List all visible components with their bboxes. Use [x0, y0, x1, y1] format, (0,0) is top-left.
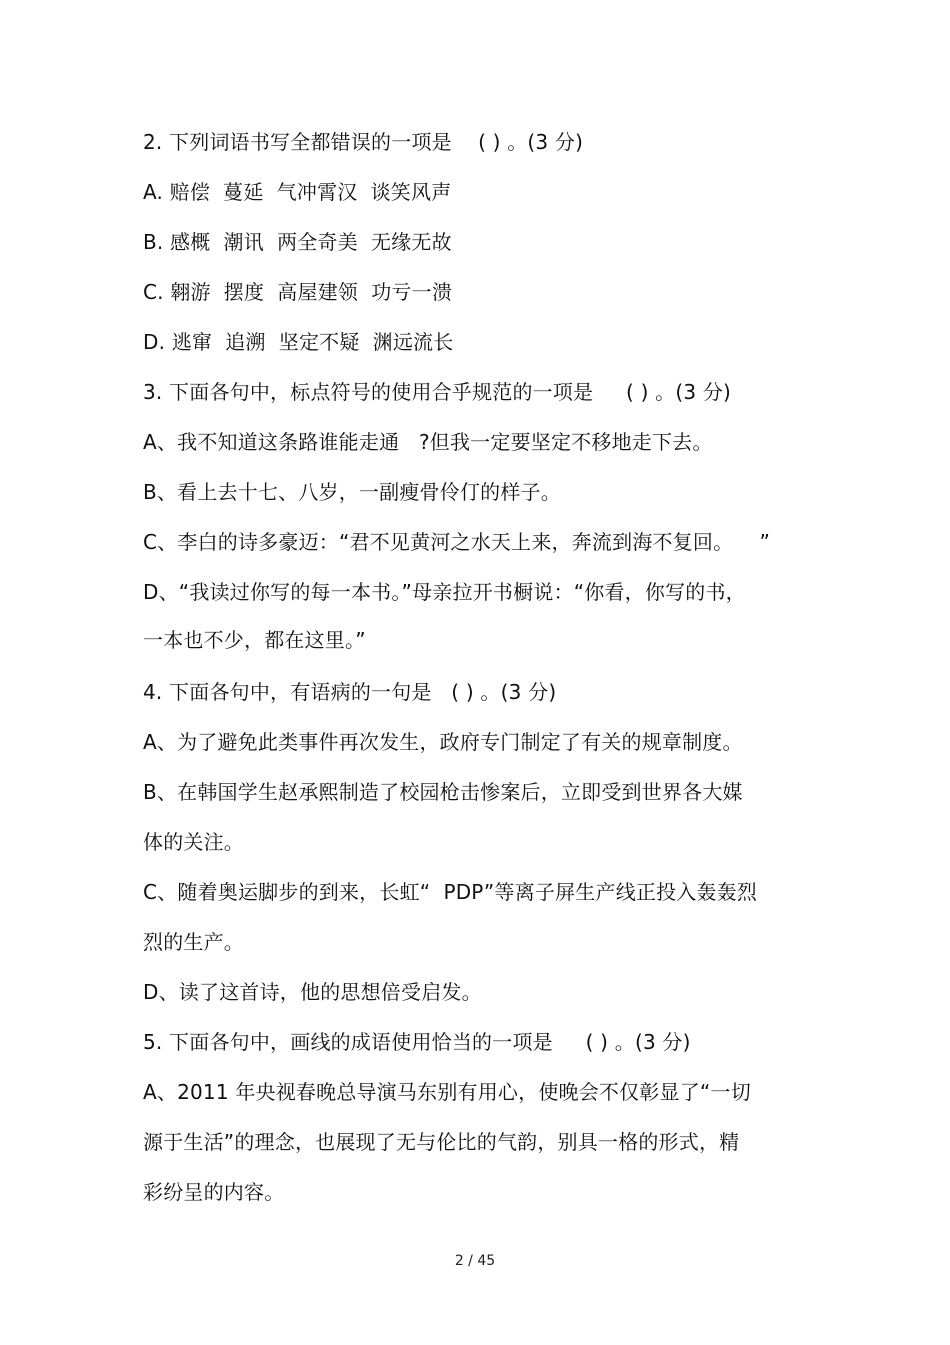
- question-4-option-b: B、在韩国学生赵承熙制造了校园枪击惨案后，立即受到世界各大媒: [143, 780, 743, 804]
- question-4-option-c-continued: 烈的生产。: [143, 930, 244, 954]
- question-2-option-b: B. 感概 潮讯 两全奇美 无缘无故: [143, 230, 452, 254]
- question-4-option-c: C、随着奥运脚步的到来，长虹“ PDP”等离子屏生产线正投入轰轰烈: [143, 880, 758, 904]
- question-4-option-b-continued: 体的关注。: [143, 830, 244, 854]
- question-5-stem: 5. 下面各句中，画线的成语使用恰当的一项是 ( ) 。(3 分): [143, 1030, 691, 1054]
- question-3-option-a: A、我不知道这条路谁能走通 ?但我一定要坚定不移地走下去。: [143, 430, 713, 454]
- question-2-stem: 2. 下列词语书写全都错误的一项是 ( ) 。(3 分): [143, 130, 584, 154]
- question-3-stem: 3. 下面各句中，标点符号的使用合乎规范的一项是 ( ) 。(3 分): [143, 380, 732, 404]
- question-4-option-a: A、为了避免此类事件再次发生，政府专门制定了有关的规章制度。: [143, 730, 743, 754]
- page-number: 2 / 45: [454, 1253, 496, 1269]
- question-3-option-d-continued: 一本也不少，都在这里。”: [143, 628, 366, 652]
- question-4-stem: 4. 下面各句中，有语病的一句是 ( ) 。(3 分): [143, 680, 557, 704]
- question-3-option-b: B、看上去十七、八岁，一副瘦骨伶仃的样子。: [143, 480, 561, 504]
- question-5-option-a-continued-2: 彩纷呈的内容。: [143, 1180, 285, 1204]
- question-2-option-d: D. 逃窜 追溯 坚定不疑 渊远流长: [143, 330, 454, 354]
- question-2-option-a: A. 赔偿 蔓延 气冲霄汉 谈笑风声: [143, 180, 452, 204]
- question-5-option-a-continued-1: 源于生活”的理念，也展现了无与伦比的气韵，别具一格的形式，精: [143, 1130, 740, 1154]
- question-5-option-a: A、2011 年央视春晚总导演马东别有用心，使晚会不仅彰显了“一切: [143, 1080, 751, 1104]
- question-4-option-d: D、读了这首诗，他的思想倍受启发。: [143, 980, 482, 1004]
- question-2-option-c: C. 翱游 摆度 高屋建领 功亏一溃: [143, 280, 453, 304]
- question-3-option-d: D、“我读过你写的每一本书。”母亲拉开书橱说：“你看，你写的书，: [143, 580, 746, 604]
- question-3-option-c: C、李白的诗多豪迈：“君不见黄河之水天上来，奔流到海不复回。 ”: [143, 530, 771, 554]
